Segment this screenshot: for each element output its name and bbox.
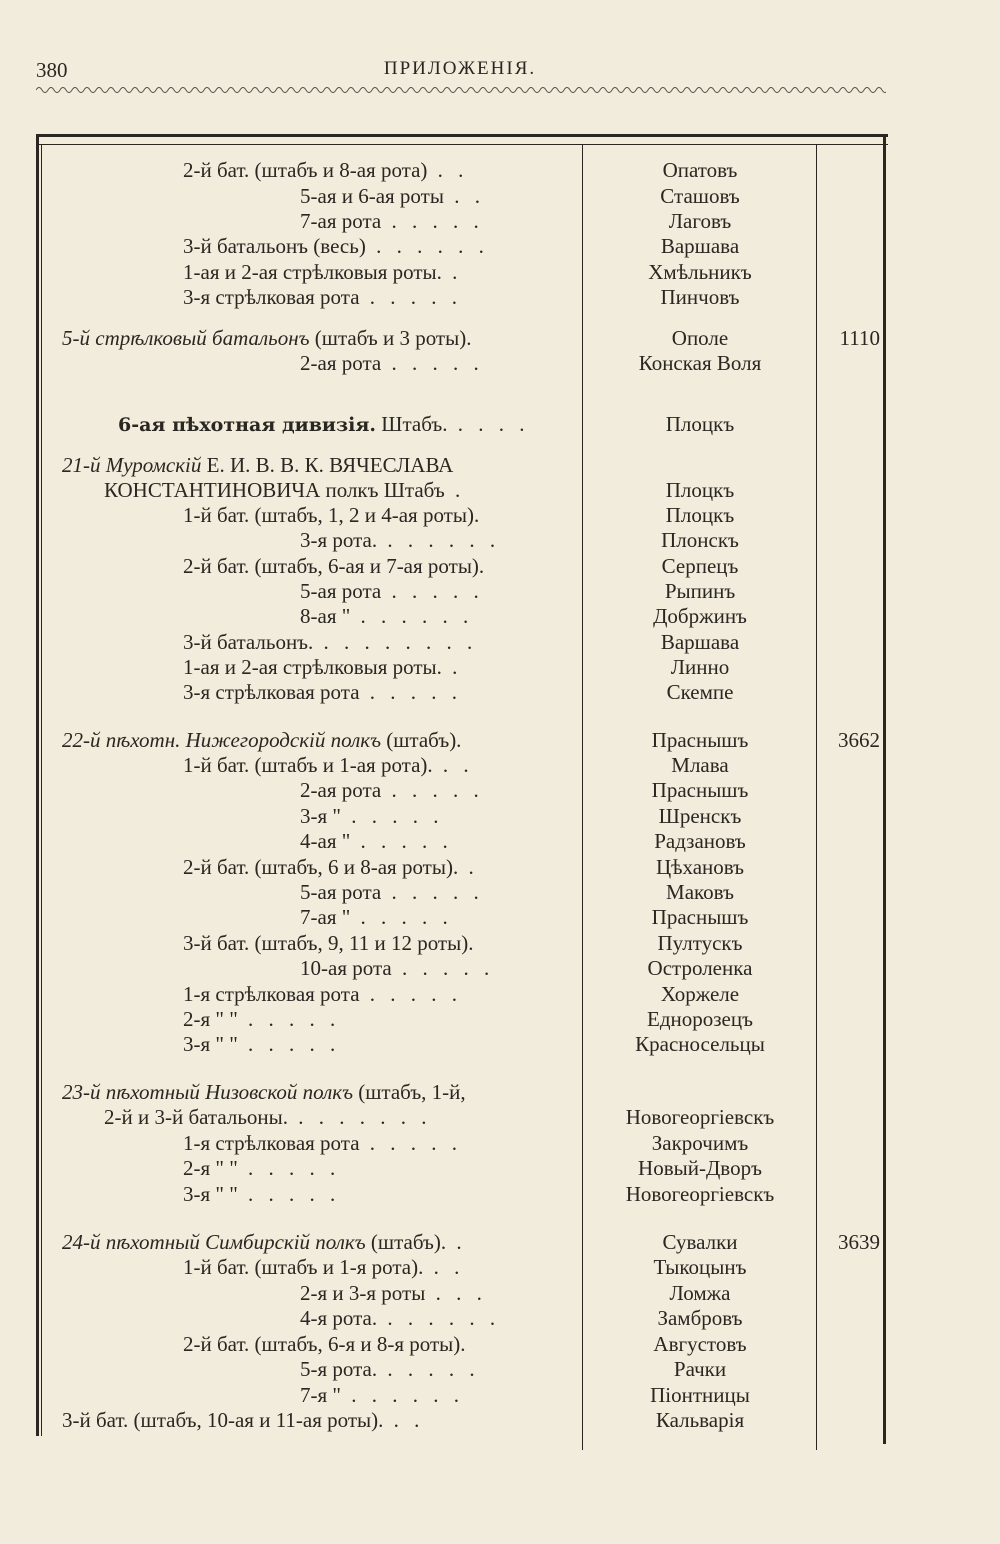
place-cell: Варшава — [660, 234, 740, 258]
unit-cell — [300, 1280, 487, 1306]
leader-dots: . — [441, 260, 463, 284]
leader-dots: . — [458, 855, 479, 879]
place-cell: Конская Воля — [638, 351, 762, 375]
unit-text: 3-я " " — [183, 1182, 238, 1206]
unit-text: 2-я " " — [183, 1156, 238, 1180]
place-cell: Красносельцы — [635, 1032, 765, 1056]
unit-cell — [104, 1104, 432, 1130]
leader-dots: . . . . . . — [377, 528, 501, 552]
unit-text: 2-й бат. (штабъ, 6-я и 8-я роты). — [183, 1332, 466, 1356]
unit-text: 8-ая " — [300, 604, 351, 628]
leader-dots: . . — [432, 753, 474, 777]
leader-dots: . . — [423, 1255, 465, 1279]
table-row — [0, 828, 1000, 854]
unit-text: 7-я " — [300, 1383, 341, 1407]
table-row — [0, 1155, 1000, 1181]
table-row — [0, 208, 1000, 234]
table-row — [0, 1331, 1000, 1357]
unit-text: 3-я рота. — [300, 528, 378, 552]
place-cell: Маковъ — [666, 880, 734, 904]
place-cell: Ломжа — [669, 1281, 731, 1305]
leader-dots: . . . . . — [237, 1007, 341, 1031]
unit-cell — [183, 1130, 462, 1156]
unit-text: Е. И. В. В. К. ВЯЧЕСЛАВА — [201, 453, 454, 477]
leader-dots: . — [446, 1230, 467, 1254]
table-row — [0, 1356, 1000, 1382]
unit-text: 4-ая " — [300, 829, 351, 853]
leader-dots: . . . . . . — [350, 604, 474, 628]
unit-cell — [300, 879, 484, 905]
leader-dots: . . . . . — [381, 351, 484, 375]
leader-dots: . . . . — [447, 412, 530, 436]
unit-text: 2-й бат. (штабъ, 6-ая и 7-ая роты). — [183, 554, 485, 578]
leader-dots: . . . . . — [237, 1182, 341, 1206]
unit-cell — [62, 727, 461, 753]
leader-dots: . . . . . — [381, 209, 484, 233]
leader-dots: . . . — [425, 1281, 487, 1305]
unit-cell — [118, 411, 530, 438]
table-row — [0, 452, 1000, 478]
unit-text: 1-я стрѣлковая рота — [183, 1131, 360, 1155]
leader-dots: . . . . . — [350, 829, 453, 853]
unit-text: 6-ая пѣхотная дивизія. — [118, 414, 377, 436]
unit-cell — [183, 1031, 340, 1057]
unit-text: 3-я " " — [183, 1032, 238, 1056]
place-cell: Праснышъ — [651, 728, 749, 752]
table-row — [0, 752, 1000, 778]
unit-text: 21-й Муромскій — [62, 453, 202, 477]
unit-cell — [183, 679, 462, 705]
table-row — [0, 981, 1000, 1007]
table-row — [0, 679, 1000, 705]
place-cell: Кальварія — [655, 1408, 745, 1432]
place-cell: Закрочимъ — [651, 1131, 749, 1155]
unit-cell — [183, 1006, 340, 1032]
unit-text: 1-й бат. (штабъ, 1, 2 и 4-ая роты). — [183, 503, 480, 527]
unit-text: 3-й бат. (штабъ, 9, 11 и 12 роты). — [183, 931, 474, 955]
place-cell: Піонтницы — [650, 1383, 750, 1407]
leader-dots: . . . . . . — [365, 234, 489, 258]
place-cell: Ополе — [671, 326, 729, 350]
leader-dots: . — [444, 478, 466, 502]
unit-cell — [300, 578, 484, 604]
unit-text: 3-й батальонъ (весь) — [183, 234, 366, 258]
table-row — [0, 904, 1000, 930]
unit-text: 2-я и 3-я роты — [300, 1281, 426, 1305]
table-row — [0, 477, 1000, 503]
unit-text: 1-я стрѣлковая рота — [183, 982, 360, 1006]
place-cell: Опатовъ — [662, 158, 738, 182]
place-cell: Еднорозецъ — [647, 1007, 753, 1031]
table-row — [0, 502, 1000, 528]
table-row — [0, 1280, 1000, 1306]
unit-cell — [183, 502, 479, 528]
table-row — [0, 854, 1000, 880]
place-cell: Новогеоргіевскъ — [625, 1182, 775, 1206]
unit-text: Штабъ. — [376, 412, 448, 436]
place-cell: Сташовъ — [660, 184, 740, 208]
table-row — [0, 654, 1000, 680]
leader-dots: . . . . . — [381, 579, 484, 603]
unit-cell — [300, 828, 453, 854]
unit-text: 3-я стрѣлковая рота — [183, 285, 360, 309]
leader-dots: . . . . . — [391, 956, 495, 980]
table-row — [0, 629, 1000, 655]
table-row — [0, 284, 1000, 310]
leader-dots: . . . . . — [237, 1032, 341, 1056]
place-cell: Праснышъ — [651, 905, 749, 929]
leader-dots: . — [441, 655, 463, 679]
unit-cell — [183, 1181, 340, 1207]
unit-cell — [183, 157, 468, 183]
place-cell: Серпецъ — [661, 554, 739, 578]
unit-cell — [300, 1356, 480, 1382]
unit-text: 3-й батальонъ. — [183, 630, 314, 654]
table-row — [0, 411, 1000, 437]
unit-cell — [183, 259, 462, 285]
unit-text: 5-ая рота — [300, 880, 382, 904]
place-cell: Остроленка — [647, 956, 753, 980]
leader-dots: . . . . . — [359, 680, 463, 704]
place-cell: Линно — [670, 655, 730, 679]
unit-text: (штабъ). — [381, 728, 462, 752]
table-row — [0, 1079, 1000, 1105]
running-head: ПРИЛОЖЕНІЯ. — [383, 58, 537, 79]
place-cell: Замбровъ — [657, 1306, 743, 1330]
number-cell: 3662 — [838, 728, 880, 752]
table-row — [0, 1305, 1000, 1331]
place-cell: Скемпе — [666, 680, 734, 704]
place-cell: Шренскъ — [658, 804, 742, 828]
unit-text: 2-й и 3-й батальоны. — [104, 1105, 289, 1129]
place-cell: Новый-Дворъ — [638, 1156, 762, 1180]
unit-cell — [62, 1079, 466, 1105]
unit-cell — [183, 930, 473, 956]
unit-cell — [62, 452, 453, 478]
unit-cell — [183, 1155, 340, 1181]
table-row — [0, 879, 1000, 905]
place-cell: Рыпинъ — [664, 579, 736, 603]
unit-text: 22-й пѣхотн. Нижегородскій полкъ — [62, 728, 381, 752]
leader-dots: . . . . . — [377, 1357, 480, 1381]
unit-cell — [183, 981, 462, 1007]
table-row — [0, 578, 1000, 604]
table-row — [0, 157, 1000, 183]
unit-cell — [300, 527, 500, 553]
unit-text: 2-я " " — [183, 1007, 238, 1031]
unit-text: КОНСТАНТИНОВИЧА полкъ Штабъ — [104, 478, 445, 502]
table-row — [0, 727, 1000, 753]
table-row — [0, 930, 1000, 956]
place-cell: Новогеоргіевскъ — [625, 1105, 775, 1129]
unit-text: 4-я рота. — [300, 1306, 378, 1330]
place-cell: Лаговъ — [668, 209, 732, 233]
unit-text: 1-ая и 2-ая стрѣлковыя роты. — [183, 260, 442, 284]
leader-dots: . . . . . — [359, 285, 463, 309]
unit-cell — [300, 1382, 464, 1408]
unit-cell — [300, 803, 443, 829]
table-row — [0, 1104, 1000, 1130]
unit-cell — [183, 553, 484, 579]
unit-cell — [183, 752, 474, 778]
table-row — [0, 955, 1000, 981]
unit-text: 2-й бат. (штабъ и 8-ая рота) — [183, 158, 428, 182]
unit-text: 10-ая рота — [300, 956, 392, 980]
leader-dots: . . . . . — [359, 982, 463, 1006]
table-row — [0, 1407, 1000, 1433]
leader-dots: . . — [443, 184, 485, 208]
leader-dots: . . — [383, 1408, 425, 1432]
unit-cell — [183, 854, 479, 880]
unit-cell — [104, 477, 465, 503]
unit-text: 5-ая рота — [300, 579, 382, 603]
leader-dots: . . . . . . — [340, 1383, 464, 1407]
table-row — [0, 1229, 1000, 1255]
number-cell: 3639 — [838, 1230, 880, 1254]
place-cell: Рачки — [673, 1357, 727, 1381]
table-row — [0, 233, 1000, 259]
unit-text: 23-й пѣхотный Низовской полкъ — [62, 1080, 353, 1104]
place-cell: Сувалки — [662, 1230, 738, 1254]
unit-cell — [300, 603, 473, 629]
unit-cell — [62, 1229, 467, 1255]
unit-cell — [300, 350, 484, 376]
table-row — [0, 553, 1000, 579]
unit-cell — [300, 955, 494, 981]
unit-text: 3-я стрѣлковая рота — [183, 680, 360, 704]
leader-dots: . . . . . — [350, 905, 453, 929]
unit-text: 3-й бат. (штабъ, 10-ая и 11-ая роты). — [62, 1408, 384, 1432]
unit-cell — [183, 654, 462, 680]
table-row — [0, 259, 1000, 285]
unit-text: 5-й стрѣлковый батальонъ — [62, 326, 310, 350]
unit-text: 2-й бат. (штабъ, 6 и 8-ая роты). — [183, 855, 459, 879]
table-row — [0, 1130, 1000, 1156]
unit-text: 7-ая рота — [300, 209, 382, 233]
unit-text: (штабъ и 3 роты). — [309, 326, 472, 350]
place-cell: Хмѣльникъ — [648, 260, 752, 284]
unit-cell — [300, 208, 484, 234]
place-cell: Пинчовъ — [660, 285, 740, 309]
unit-cell — [183, 1254, 464, 1280]
unit-cell — [183, 284, 462, 310]
place-cell: Августовъ — [653, 1332, 747, 1356]
table-row — [0, 777, 1000, 803]
number-cell: 1110 — [839, 326, 880, 350]
unit-text: 24-й пѣхотный Симбирскій полкъ — [62, 1230, 366, 1254]
unit-text: 5-ая и 6-ая роты — [300, 184, 444, 208]
unit-cell — [62, 325, 471, 351]
place-cell: Хоржеле — [660, 982, 740, 1006]
place-cell: Млава — [671, 753, 729, 777]
unit-text: 5-я рота. — [300, 1357, 378, 1381]
unit-text: 7-ая " — [300, 905, 351, 929]
table-row — [0, 183, 1000, 209]
unit-cell — [62, 1407, 424, 1433]
place-cell: Варшава — [660, 630, 740, 654]
leader-dots: . . . . . . . . — [313, 630, 478, 654]
place-cell: Тыкоцынъ — [653, 1255, 747, 1279]
unit-text: 3-я " — [300, 804, 341, 828]
leader-dots: . . — [427, 158, 469, 182]
table-row — [0, 603, 1000, 629]
unit-cell — [300, 183, 485, 209]
table-row — [0, 1181, 1000, 1207]
table-row — [0, 1006, 1000, 1032]
place-cell: Цѣхановъ — [655, 855, 745, 879]
place-cell: Плонскъ — [661, 528, 739, 552]
leader-dots: . . . . . — [381, 880, 484, 904]
place-cell: Плоцкъ — [665, 412, 735, 436]
leader-dots: . . . . . . . — [288, 1105, 432, 1129]
place-cell: Добржинъ — [653, 604, 747, 628]
unit-text: (штабъ, 1-й, — [352, 1080, 466, 1104]
unit-cell — [183, 629, 477, 655]
leader-dots: . . . . . . — [377, 1306, 501, 1330]
leader-dots: . . . . . — [237, 1156, 341, 1180]
unit-text: 1-й бат. (штабъ и 1-ая рота). — [183, 753, 433, 777]
unit-cell — [300, 1305, 500, 1331]
unit-text: 1-ая и 2-ая стрѣлковыя роты. — [183, 655, 442, 679]
place-cell: Плоцкъ — [665, 478, 735, 502]
table-row — [0, 1254, 1000, 1280]
place-cell: Радзановъ — [654, 829, 746, 853]
leader-dots: . . . . . — [359, 1131, 463, 1155]
leader-dots: . . . . . — [340, 804, 444, 828]
unit-text: 1-й бат. (штабъ и 1-я рота). — [183, 1255, 424, 1279]
leader-dots: . . . . . — [381, 778, 484, 802]
place-cell: Праснышъ — [651, 778, 749, 802]
place-cell: Пултускъ — [657, 931, 743, 955]
table-row — [0, 803, 1000, 829]
unit-text: 2-ая рота — [300, 778, 382, 802]
unit-text: (штабъ). — [365, 1230, 447, 1254]
unit-cell — [300, 777, 484, 803]
place-cell: Плоцкъ — [665, 503, 735, 527]
table-row — [0, 350, 1000, 376]
unit-text: 2-ая рота — [300, 351, 382, 375]
page-number: 380 — [36, 58, 68, 82]
unit-cell — [183, 233, 489, 259]
table-row — [0, 1031, 1000, 1057]
unit-cell — [183, 1331, 466, 1357]
unit-cell — [300, 904, 453, 930]
table-row — [0, 527, 1000, 553]
table-row — [0, 1382, 1000, 1408]
table-row — [0, 325, 1000, 351]
